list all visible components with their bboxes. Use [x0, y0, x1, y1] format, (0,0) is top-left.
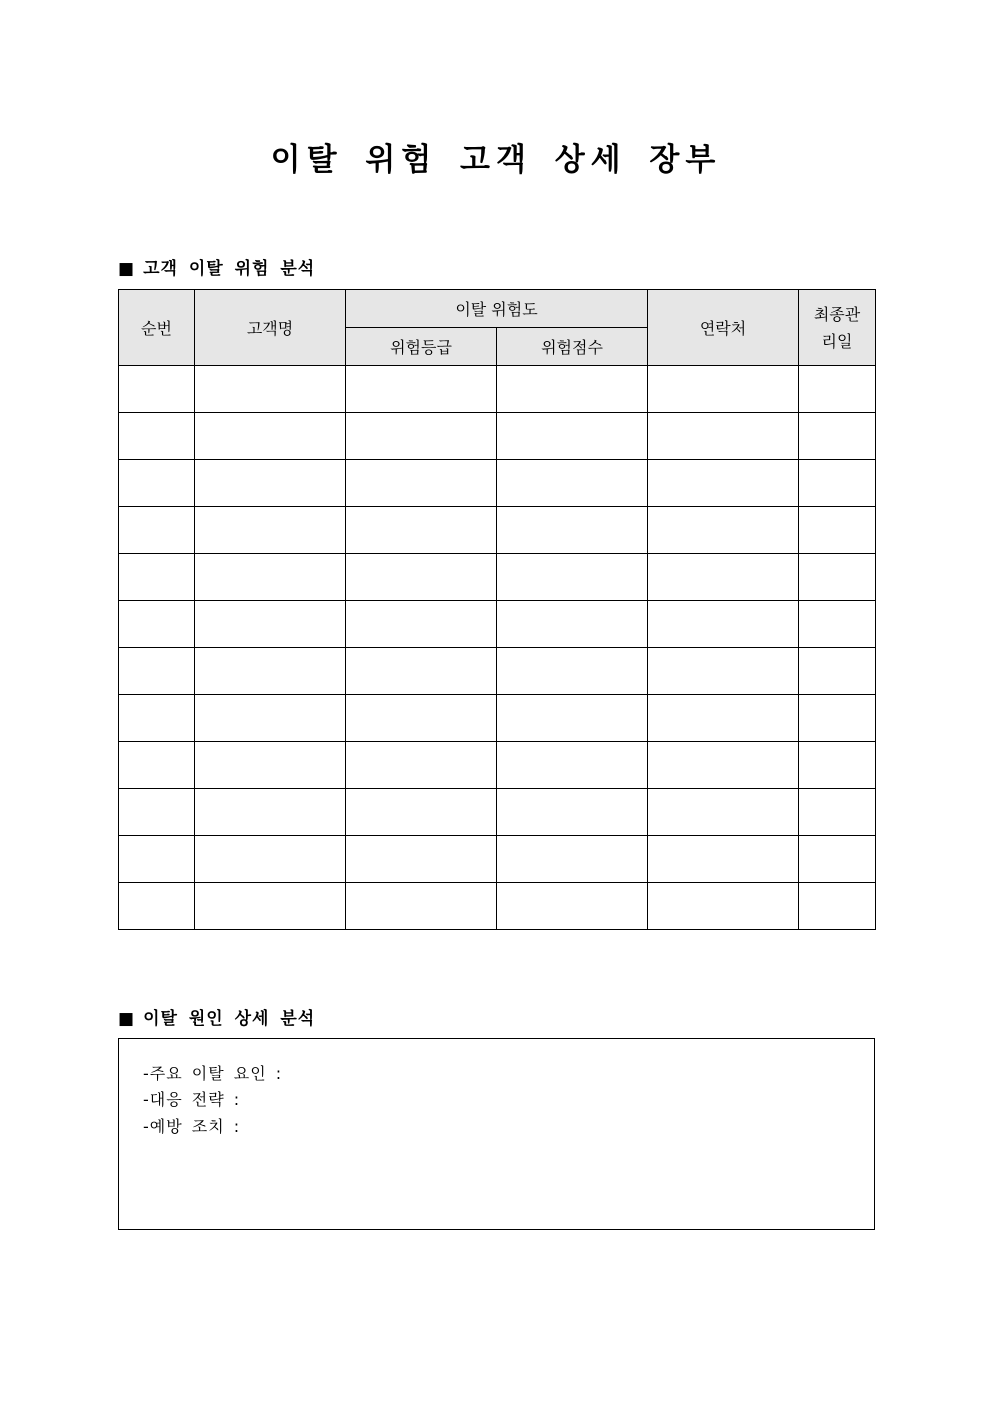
cell-contact[interactable] — [648, 836, 799, 883]
cell-risk-grade[interactable] — [346, 742, 497, 789]
cell-last-managed[interactable] — [799, 601, 876, 648]
table-row — [119, 648, 876, 695]
cell-risk-score[interactable] — [497, 601, 648, 648]
table-header-row — [119, 290, 876, 328]
cell-risk-score[interactable] — [497, 836, 648, 883]
cell-contact[interactable] — [648, 601, 799, 648]
table-row — [119, 460, 876, 507]
cell-last-managed[interactable] — [799, 789, 876, 836]
cell-no[interactable] — [119, 883, 195, 930]
page-title: 이탈 위험 고객 상세 장부 — [270, 142, 722, 178]
table-row — [119, 554, 876, 601]
cell-contact[interactable] — [648, 742, 799, 789]
cell-contact[interactable] — [648, 695, 799, 742]
cell-customer[interactable] — [195, 413, 346, 460]
cell-last-managed[interactable] — [799, 883, 876, 930]
cell-risk-grade[interactable] — [346, 836, 497, 883]
cell-last-managed[interactable] — [799, 460, 876, 507]
cell-risk-grade[interactable] — [346, 648, 497, 695]
cell-contact[interactable] — [648, 883, 799, 930]
cell-risk-score[interactable] — [497, 554, 648, 601]
cell-last-managed[interactable] — [799, 413, 876, 460]
table-row — [119, 366, 876, 413]
header-customer: 고객명 — [195, 290, 346, 366]
cell-risk-score[interactable] — [497, 648, 648, 695]
section-heading-cause-analysis — [118, 1004, 315, 1029]
header-contact: 연락처 — [648, 290, 799, 366]
cell-risk-grade[interactable] — [346, 413, 497, 460]
cell-customer[interactable] — [195, 883, 346, 930]
cell-no[interactable] — [119, 366, 195, 413]
cell-risk-grade[interactable] — [346, 366, 497, 413]
table-row — [119, 789, 876, 836]
cell-no[interactable] — [119, 695, 195, 742]
cell-risk-grade[interactable] — [346, 460, 497, 507]
cell-risk-grade[interactable] — [346, 554, 497, 601]
table-row — [119, 601, 876, 648]
cell-last-managed[interactable] — [799, 836, 876, 883]
cell-last-managed[interactable] — [799, 695, 876, 742]
cell-contact[interactable] — [648, 789, 799, 836]
header-last-managed — [799, 290, 876, 366]
cell-risk-grade[interactable] — [346, 601, 497, 648]
cell-customer[interactable] — [195, 648, 346, 695]
cell-last-managed[interactable] — [799, 507, 876, 554]
cell-customer[interactable] — [195, 601, 346, 648]
cell-last-managed[interactable] — [799, 366, 876, 413]
cell-risk-grade[interactable] — [346, 507, 497, 554]
cell-risk-score[interactable] — [497, 883, 648, 930]
cell-no[interactable] — [119, 601, 195, 648]
cell-no[interactable] — [119, 554, 195, 601]
cell-no[interactable] — [119, 789, 195, 836]
cell-customer[interactable] — [195, 789, 346, 836]
cell-contact[interactable] — [648, 413, 799, 460]
cell-no[interactable] — [119, 742, 195, 789]
note-response-strategy: -대응 전략 : — [143, 1090, 241, 1109]
table-row — [119, 883, 876, 930]
cell-customer[interactable] — [195, 554, 346, 601]
table-row — [119, 507, 876, 554]
cell-customer[interactable] — [195, 742, 346, 789]
cell-last-managed[interactable] — [799, 554, 876, 601]
cell-contact[interactable] — [648, 366, 799, 413]
cell-risk-grade[interactable] — [346, 789, 497, 836]
cell-risk-score[interactable] — [497, 413, 648, 460]
cell-no[interactable] — [119, 460, 195, 507]
cell-risk-score[interactable] — [497, 460, 648, 507]
square-bullet-icon: ■ — [118, 259, 136, 279]
table-body — [119, 366, 876, 930]
cell-risk-grade[interactable] — [346, 695, 497, 742]
cell-risk-score[interactable] — [497, 507, 648, 554]
cell-customer[interactable] — [195, 460, 346, 507]
table-row — [119, 742, 876, 789]
cell-risk-score[interactable] — [497, 695, 648, 742]
cell-customer[interactable] — [195, 836, 346, 883]
header-no: 순번 — [119, 290, 195, 366]
cell-risk-score[interactable] — [497, 742, 648, 789]
cell-no[interactable] — [119, 507, 195, 554]
table-row — [119, 413, 876, 460]
cell-contact[interactable] — [648, 648, 799, 695]
cell-customer[interactable] — [195, 507, 346, 554]
note-prevention: -예방 조치 : — [143, 1117, 241, 1136]
cell-risk-score[interactable] — [497, 366, 648, 413]
cell-last-managed[interactable] — [799, 648, 876, 695]
table-row — [119, 695, 876, 742]
header-risk-score: 위험점수 — [497, 328, 648, 366]
cell-risk-grade[interactable] — [346, 883, 497, 930]
cell-contact[interactable] — [648, 507, 799, 554]
cell-contact[interactable] — [648, 554, 799, 601]
cell-last-managed[interactable] — [799, 742, 876, 789]
cell-contact[interactable] — [648, 460, 799, 507]
cell-no[interactable] — [119, 648, 195, 695]
section-heading-text: 고객 이탈 위험 분석 — [143, 259, 316, 279]
header-last-managed-label: 최종관리일 — [813, 304, 861, 351]
cell-risk-score[interactable] — [497, 789, 648, 836]
cell-no[interactable] — [119, 413, 195, 460]
header-risk-group: 이탈 위험도 — [346, 290, 648, 328]
cause-analysis-box[interactable] — [118, 1038, 875, 1230]
header-risk-grade: 위험등급 — [346, 328, 497, 366]
cell-no[interactable] — [119, 836, 195, 883]
square-bullet-icon: ■ — [118, 1009, 136, 1029]
cell-customer[interactable] — [195, 695, 346, 742]
note-main-factor: -주요 이탈 요인 : — [143, 1064, 283, 1083]
cell-customer[interactable] — [195, 366, 346, 413]
section-heading-risk-analysis — [118, 254, 315, 279]
section-heading-text: 이탈 원인 상세 분석 — [143, 1009, 316, 1029]
table-row — [119, 836, 876, 883]
risk-ledger-table — [118, 289, 876, 930]
